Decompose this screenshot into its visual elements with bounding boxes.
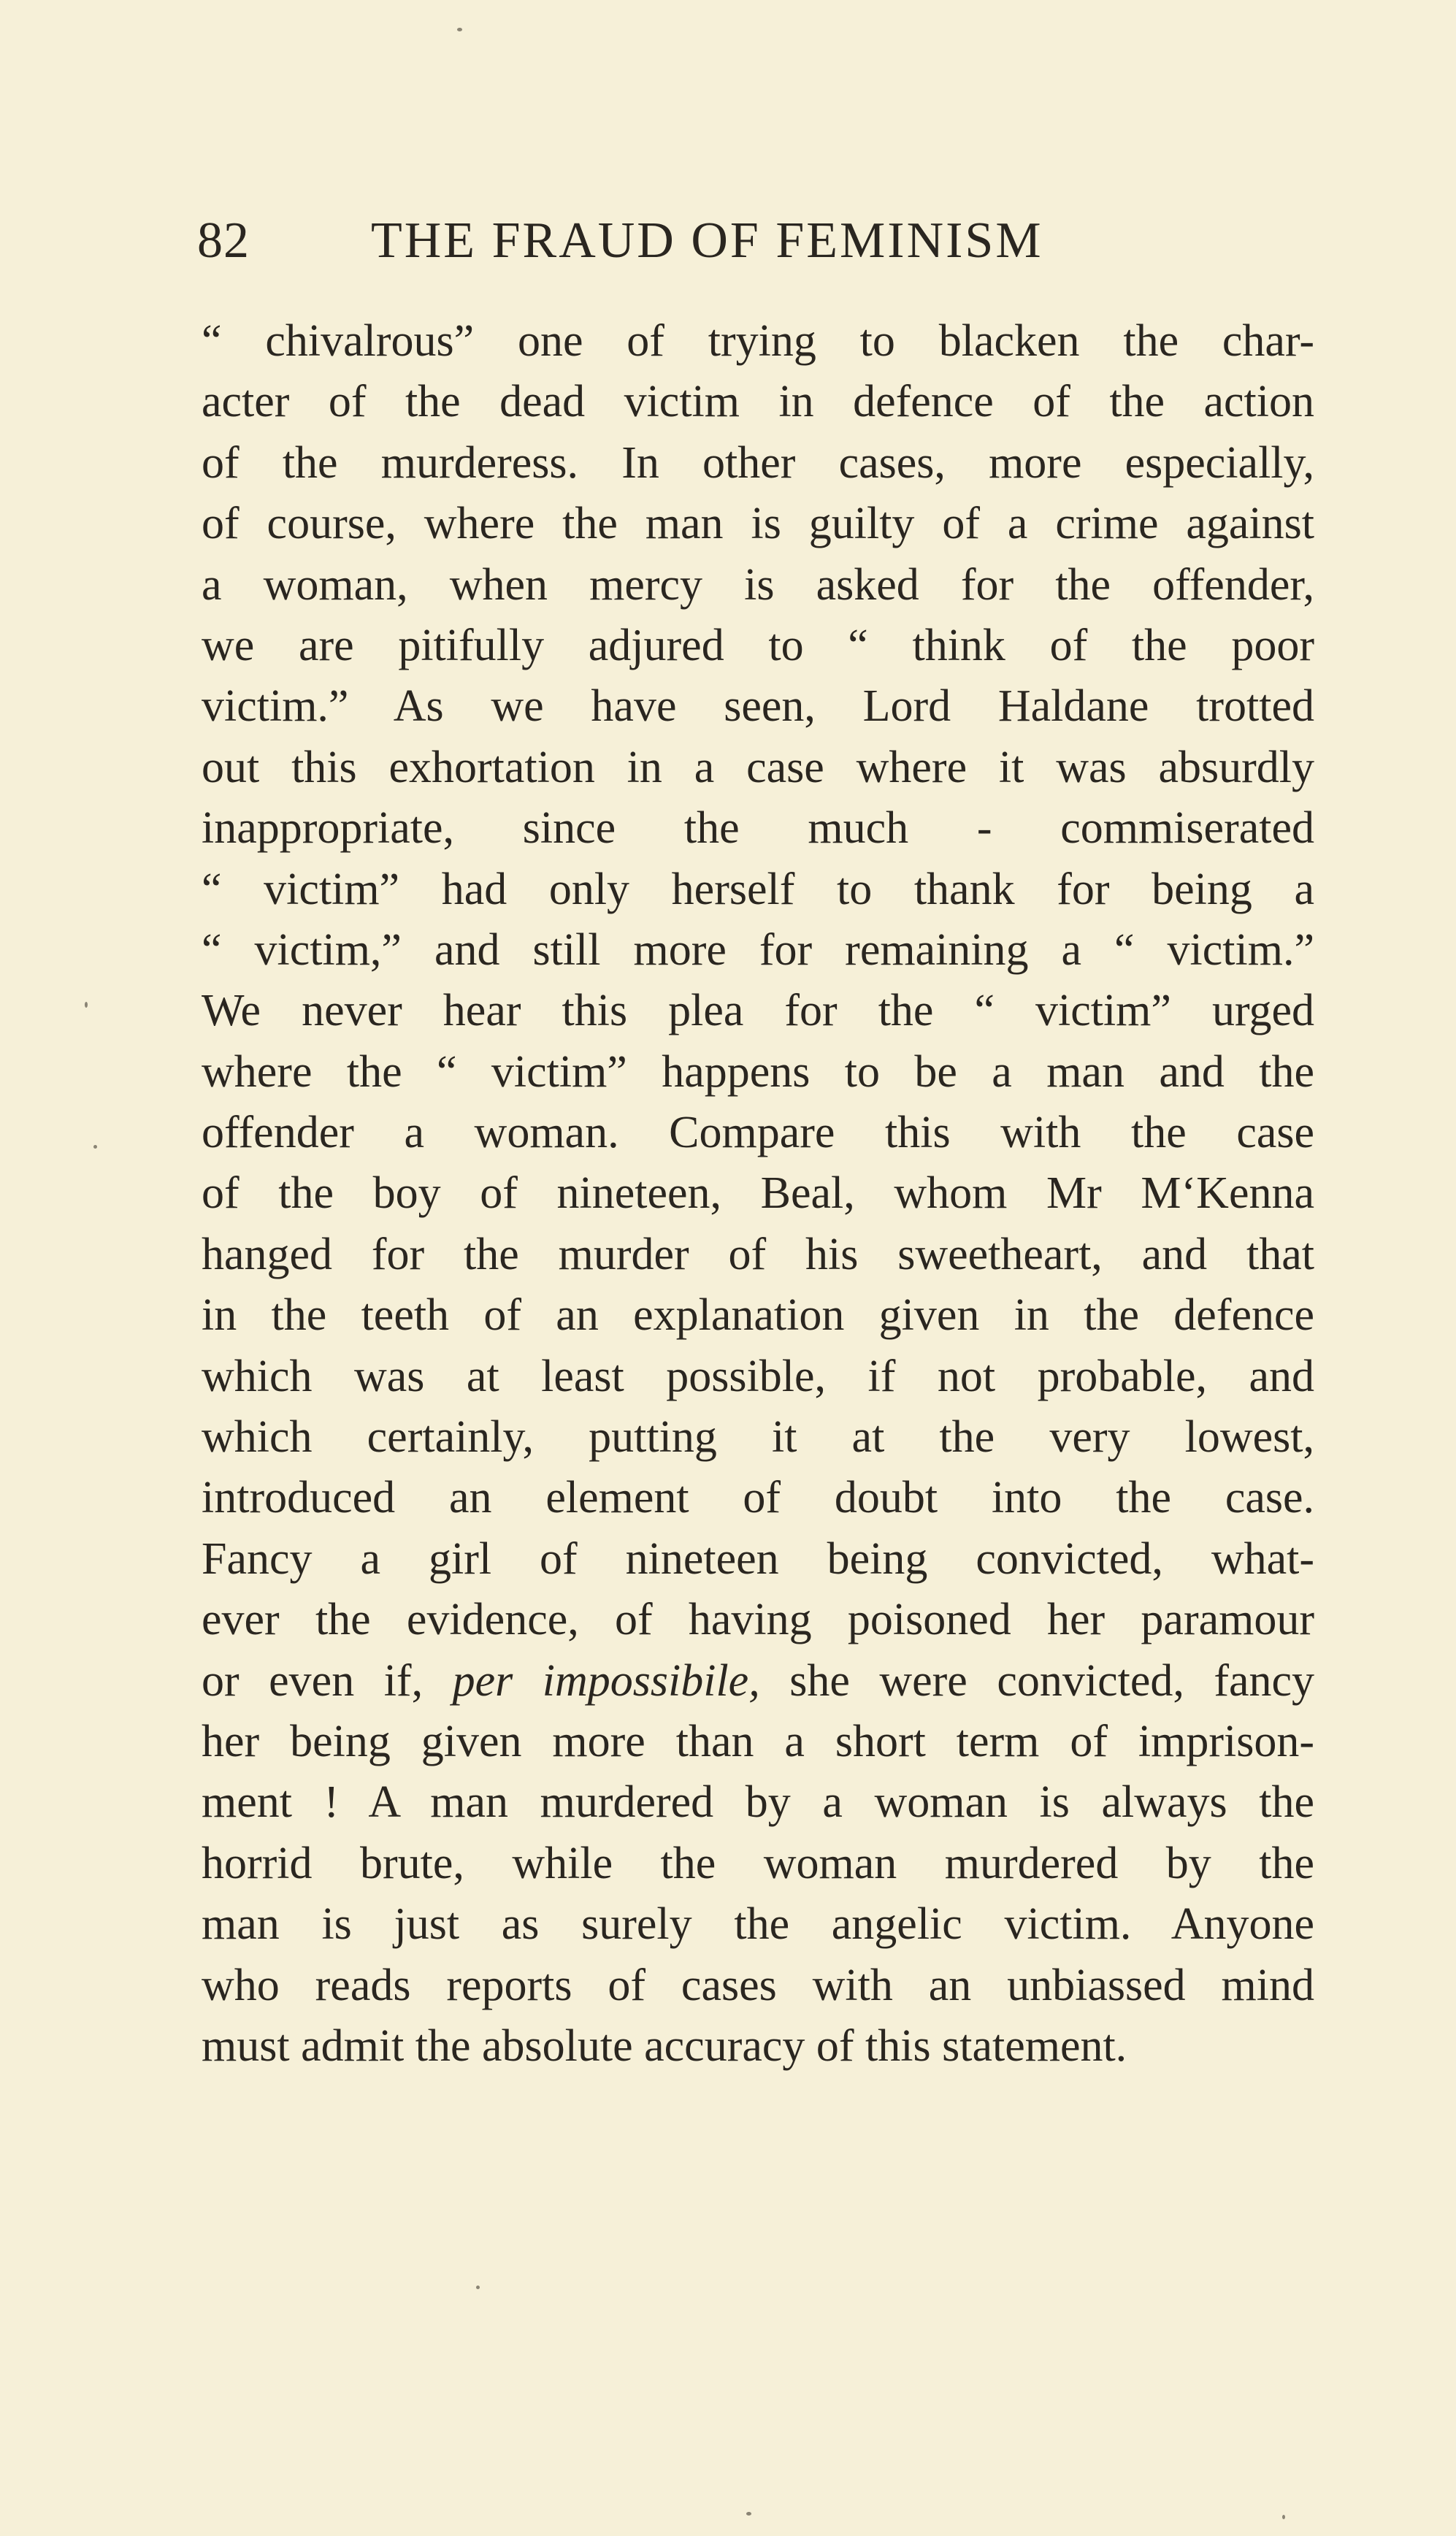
- scan-speck: [457, 28, 462, 31]
- text-segment: or even if,: [202, 1655, 424, 1706]
- text-line: victim.” As we have seen, Lord Haldane trotted: [202, 681, 1314, 732]
- text-line: in the teeth of an explanation given in the defence: [202, 1290, 1314, 1341]
- page-header: [0, 0, 1456, 307]
- text-line: “ chivalrous” one of trying to blacken the char-: [202, 316, 1314, 366]
- text-line: acter of the dead victim in defence of the action: [202, 377, 1314, 427]
- scan-speck: [746, 2512, 751, 2516]
- text-line: ment ! A man murdered by a woman is always the: [202, 1777, 1314, 1828]
- body-text: [202, 311, 1314, 2077]
- text-line: offender a woman. Compare this with the case: [202, 1108, 1314, 1158]
- text-line: Fancy a girl of nineteen being convicted, what-: [202, 1533, 1314, 1584]
- running-title: THE FRAUD OF FEMINISM: [371, 212, 1043, 269]
- text-line: must admit the absolute accuracy of this statement.: [202, 2020, 1127, 2071]
- text-line: out this exhortation in a case where it was absurdly: [202, 742, 1314, 792]
- text-line: inappropriate, since the much - commiserated: [202, 803, 1314, 854]
- text-line: of the boy of nineteen, Beal, whom Mr M‘Kenna: [202, 1168, 1314, 1219]
- text-line: who reads reports of cases with an unbiassed mind: [202, 1960, 1314, 2010]
- text-line: “ victim,” and still more for remaining a “ victim.”: [202, 924, 1314, 975]
- text-line: “ victim” had only herself to thank for being a: [202, 864, 1314, 914]
- text-line: a woman, when mercy is asked for the offender,: [202, 559, 1314, 610]
- text-line: which certainly, putting it at the very lowest,: [202, 1412, 1314, 1463]
- text-line: we are pitifully adjured to “ think of the poor: [202, 620, 1314, 670]
- text-line: where the “ victim” happens to be a man and the: [202, 1046, 1314, 1097]
- page-number: 82: [197, 212, 250, 269]
- text-line: hanged for the murder of his sweetheart, and that: [202, 1229, 1314, 1279]
- scan-speck: [85, 1002, 88, 1008]
- text-segment: she were convicted, fancy: [789, 1655, 1315, 1706]
- text-line: We never hear this plea for the “ victim” urged: [202, 986, 1314, 1036]
- text-line: ever the evidence, of having poisoned her paramour: [202, 1595, 1314, 1645]
- text-line: of course, where the man is guilty of a crime against: [202, 499, 1314, 549]
- text-line-italic-phrase: [202, 1651, 1314, 1712]
- scan-speck: [476, 2286, 480, 2289]
- scan-speck: [1282, 2515, 1285, 2519]
- italic-phrase: per impossibile,: [452, 1655, 760, 1706]
- text-line: man is just as surely the angelic victim. Anyone: [202, 1899, 1314, 1950]
- text-line: introduced an element of doubt into the case.: [202, 1473, 1314, 1523]
- text-line: her being given more than a short term of imprison-: [202, 1716, 1314, 1766]
- text-line: horrid brute, while the woman murdered by the: [202, 1838, 1314, 1888]
- text-line: of the murderess. In other cases, more especially,: [202, 437, 1314, 488]
- text-line: which was at least possible, if not probable, and: [202, 1351, 1314, 1401]
- scan-speck: [93, 1145, 97, 1149]
